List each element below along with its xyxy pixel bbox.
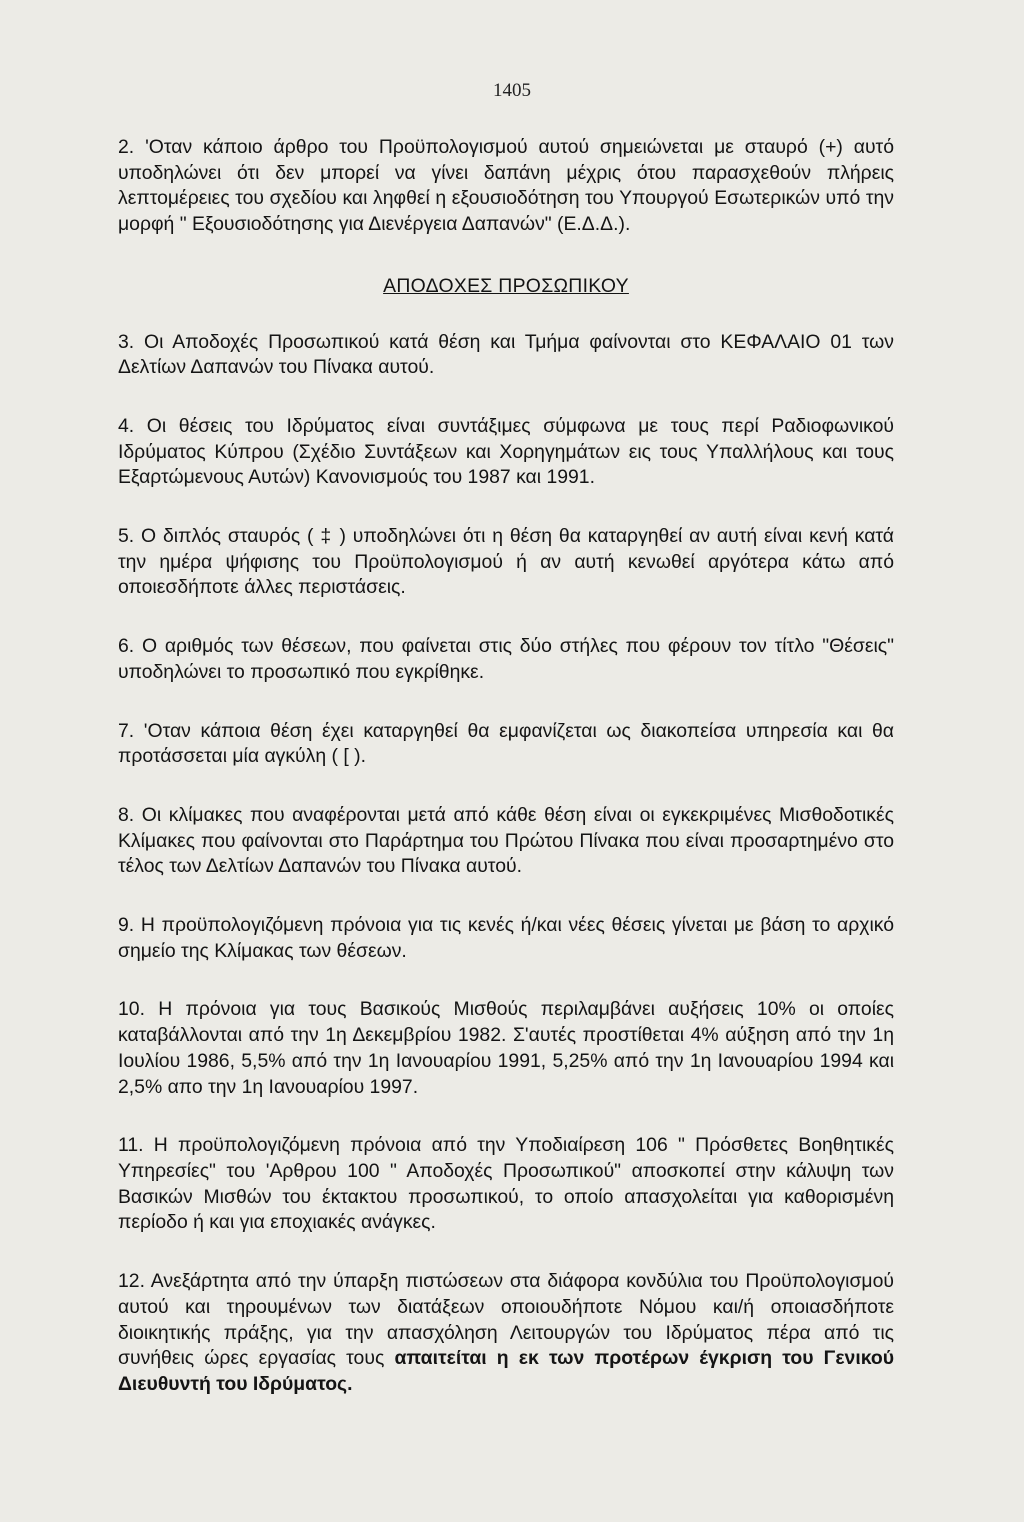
document-body — [118, 135, 894, 1398]
paragraph-11 — [118, 1133, 894, 1236]
paragraph-9 — [118, 913, 894, 964]
paragraph-text: Οι θέσεις του Ιδρύματος είναι συντάξιμες σύμφωνα με τους περί Ραδιοφωνικού Ιδρύματος Κύπρου (Σχέδιο Συντάξεων και Χορηγημάτων εις τους Υπαλλήλους και τους Εξαρτώμενους Αυτών) Κανονισμούς του 1987 και 1991. — [118, 414, 895, 489]
paragraph-8 — [118, 803, 894, 880]
paragraph-6 — [118, 634, 894, 685]
paragraph-4 — [118, 414, 894, 491]
paragraph-12 — [118, 1269, 894, 1398]
paragraph-text: Η προϋπολογιζόμενη πρόνοια από την Υποδιαίρεση 106 " Πρόσθετες Βοηθητικές Υπηρεσίες" του 'Αρθρου 100 " Αποδοχές Προσωπικού" αποσκοπεί στην κάλυψη των Βασικών Μισθών του έκτακτου προσωπικού, το οποίο απασχολείται για καθορισμένη περίοδο ή και για εποχιακές ανάγκες. — [118, 1134, 894, 1234]
paragraph-number: 7. — [118, 719, 135, 742]
paragraph-number: 9. — [118, 914, 135, 937]
paragraph-number: 11. — [118, 1134, 144, 1157]
paragraph-text: 'Οταν κάποια θέση έχει καταργηθεί θα εμφανίζεται ως διακοπείσα υπηρεσία και θα προτάσσεται μία αγκύλη ( [ ). — [118, 719, 895, 768]
paragraph-number: 3. — [118, 330, 135, 353]
paragraph-text: Η πρόνοια για τους Βασικούς Μισθούς περιλαμβάνει αυξήσεις 10% οι οποίες καταβάλλονται από την 1η Δεκεμβρίου 1982. Σ'αυτές προστίθεται 4% αύξηση από την 1η Ιουλίου 1986, 5,5% από την 1η Ιανουαρίου 1991, 5,25% από την 1η Ιανουαρίου 1994 και 2,5% απο την 1η Ιανουαρίου 1997. — [118, 998, 894, 1098]
paragraph-7 — [118, 719, 894, 770]
paragraph-number: 12. — [118, 1270, 145, 1293]
paragraph-text: Ανεξάρτητα από την ύπαρξη πιστώσεων στα διάφορα κονδύλια του Προϋπολογισμού αυτού και τηρουμένων των διατάξεων οποιουδήποτε Νόμου και/ή οποιασδήποτε διοικητικής πράξης, για την απασχόληση Λειτουργών του Ιδρύματος πέρα από τις συνήθεις ώρες εργασίας τους — [118, 1270, 894, 1370]
paragraph-2 — [118, 135, 894, 238]
paragraph-number: 10. — [118, 998, 145, 1021]
paragraph-number: 2. — [118, 136, 135, 158]
paragraph-number: 4. — [118, 414, 135, 437]
paragraph-text: Οι Αποδοχές Προσωπικού κατά θέση και Τμήμα φαίνονται στο ΚΕΦΑΛΑΙΟ 01 των Δελτίων Δαπανών του Πίνακα αυτού. — [118, 330, 894, 379]
paragraph-text: Ο αριθμός των θέσεων, που φαίνεται στις δύο στήλες που φέρουν τον τίτλο "Θέσεις" υποδηλώνει το προσωπικό που εγκρίθηκε. — [118, 635, 894, 683]
paragraph-text: Οι κλίμακες που αναφέρονται μετά από κάθε θέση είναι οι εγκεκριμένες Μισθοδοτικές Κλίμακες που φαίνονται στο Παράρτημα του Πρώτου Πίνακα που είναι προσαρτημένο στο τέλος των Δελτίων Δαπανών του Πίνακα αυτού. — [118, 803, 894, 878]
paragraph-text: Ο διπλός σταυρός ( ‡ ) υποδηλώνει ότι η θέση θα καταργηθεί αν αυτή είναι κενή κατά την ημέρα ψήφισης του Προϋπολογισμού ή αν αυτή κενωθεί αργότερα κάτω από οποιεσδήποτε άλλες περιστάσεις. — [118, 525, 895, 599]
paragraph-bold-text: απαιτείται η εκ των προτέρων έγκριση του Γενικού Διευθυντή του Ιδρύματος. — [118, 1347, 895, 1395]
paragraph-5 — [118, 524, 894, 601]
paragraph-number: 8. — [118, 803, 135, 826]
paragraph-number: 5. — [118, 525, 135, 548]
paragraph-10 — [118, 997, 894, 1100]
section-heading: ΑΠΟΔΟΧΕΣ ΠΡΟΣΩΠΙΚΟΥ — [383, 274, 629, 297]
paragraph-text: Η προϋπολογιζόμενη πρόνοια για τις κενές ή/και νέες θέσεις γίνεται με βάση το αρχικό σημείο της Κλίμακας των θέσεων. — [118, 914, 894, 962]
paragraph-number: 6. — [118, 635, 135, 658]
page-number: 1405 — [493, 80, 531, 101]
paragraph-text: 'Οταν κάποιο άρθρο του Προϋπολογισμού αυτού σημειώνεται με σταυρό (+) αυτό υποδηλώνει ότι δεν μπορεί να γίνει δαπάνη μέχρις ότου παρασχεθούν πλήρεις λεπτομέρειες του σχεδίου και ληφθεί η εξουσιοδότηση του Υπουργού Εσωτερικών υπό την μορφή " Εξουσιοδότησης για Διενέργεια Δαπανών" (Ε.Δ.Δ.). — [118, 136, 895, 236]
paragraph-3 — [118, 330, 894, 381]
